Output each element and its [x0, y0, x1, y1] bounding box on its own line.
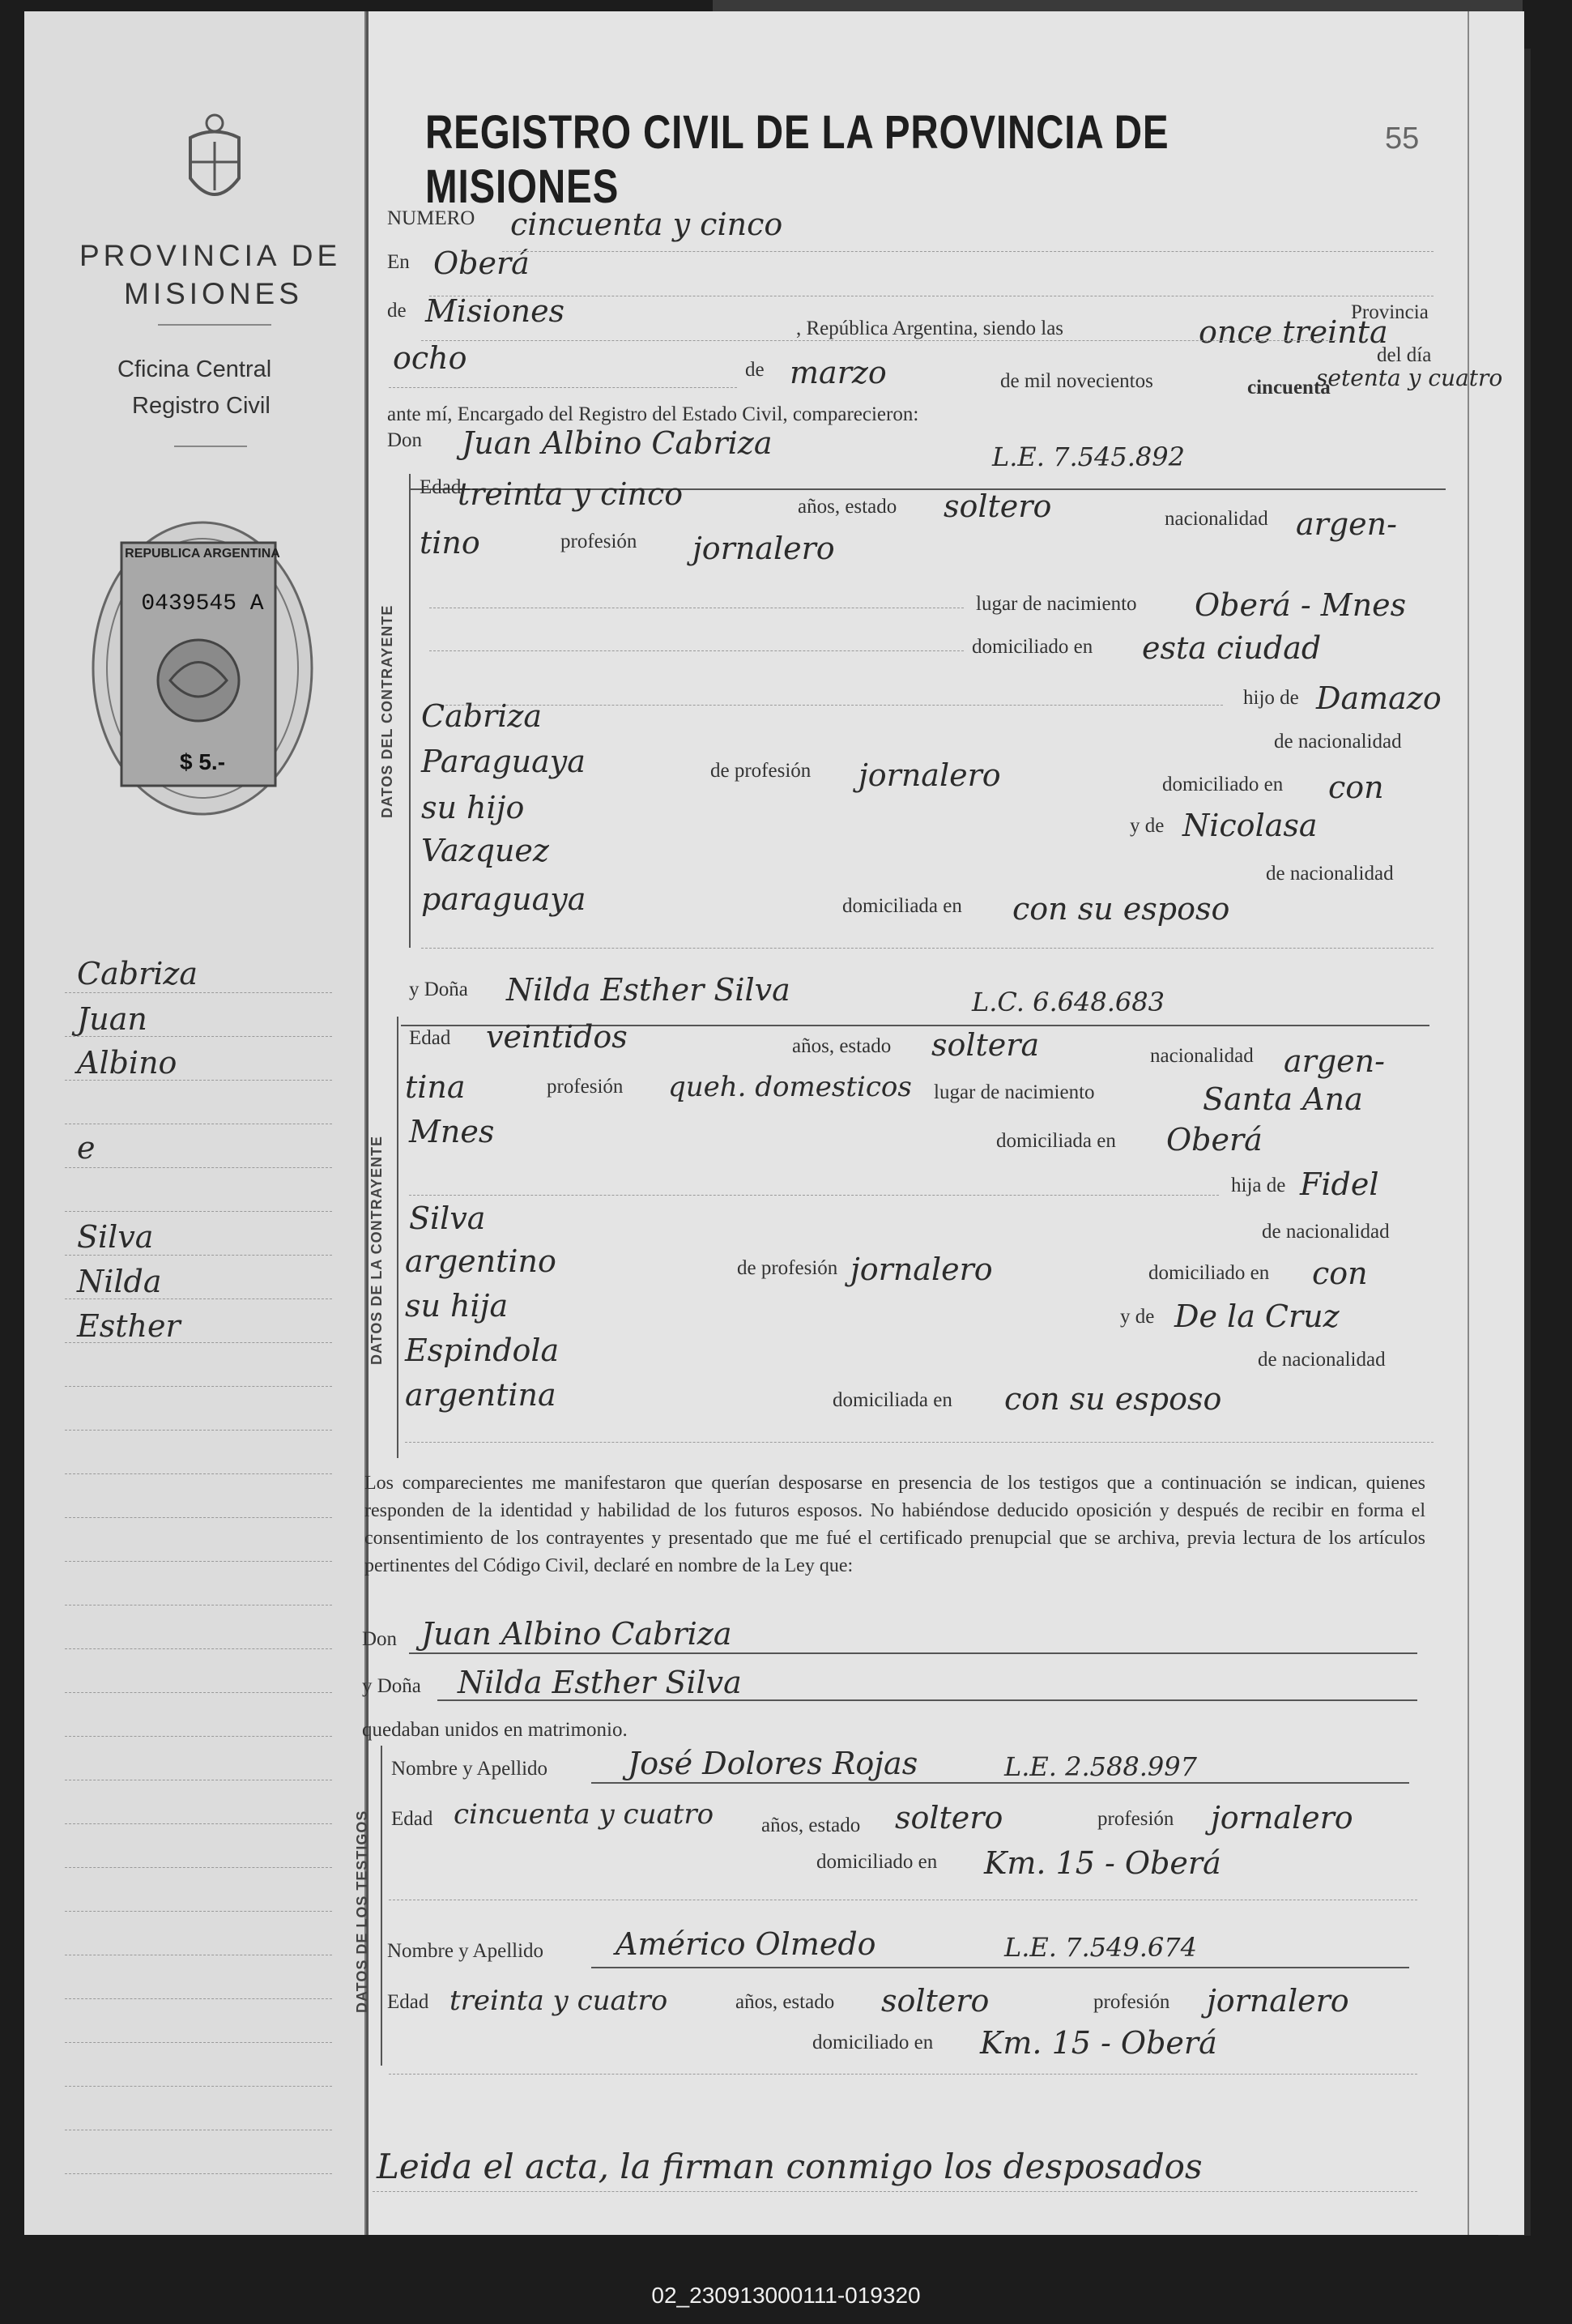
bride-profession: queh. domesticos [668, 1071, 912, 1103]
stub-rule-line [65, 1823, 332, 1824]
label-de-mil: de mil novecientos [1000, 370, 1153, 392]
label-edad: Edad [391, 1808, 433, 1830]
label-domiciliado: domiciliado en [816, 1851, 938, 1873]
label-de: de [387, 300, 407, 322]
side-label-groom: DATOS DEL CONTRAYENTE [379, 604, 395, 818]
form-line [502, 251, 1434, 252]
stub-rule-line [65, 1167, 332, 1168]
label-de-profesion: de profesión [710, 760, 812, 782]
record-number: cincuenta y cinco [510, 207, 783, 242]
label-domiciliado: domiciliado en [1162, 774, 1284, 795]
label-profesion: profesión [1093, 1991, 1170, 2013]
stub-rule-line [65, 1736, 332, 1737]
record-province: Misiones [425, 293, 565, 329]
label-domiciliado: domiciliado en [1148, 1262, 1270, 1284]
label-y-de: y de [1120, 1306, 1155, 1328]
image-id-label: 02_230913000111-019320 [651, 2283, 921, 2308]
label-hijo-de: hijo de [1243, 687, 1299, 709]
bride-father-profession: jornalero [850, 1252, 993, 1287]
label-profesion: profesión [547, 1076, 624, 1098]
label-ante-mi: ante mí, Encargado del Registro del Estado Civil, comparecieron: [387, 403, 919, 425]
groom-residence: esta ciudad [1142, 630, 1322, 666]
label-lugar-nacimiento: lugar de nacimiento [934, 1081, 1095, 1103]
label-domiciliado: domiciliado en [812, 2032, 934, 2053]
form-rule [591, 1782, 1409, 1784]
label-republica: , República Argentina, siendo las [796, 318, 1064, 339]
witness2-name: Américo Olmedo [616, 1926, 876, 1962]
side-label-bride: DATOS DE LA CONTRAYENTE [369, 1135, 385, 1365]
label-don: Don [362, 1628, 398, 1650]
stub-rule-line [65, 1211, 332, 1212]
section-bracket [409, 474, 411, 948]
form-line [389, 2074, 1417, 2075]
bride-name: Nilda Esther Silva [506, 972, 790, 1008]
form-line [421, 948, 1434, 949]
label-edad: Edad [420, 476, 462, 498]
label-anos-estado: años, estado [798, 496, 897, 518]
groom-father-nationality: Paraguaya [421, 744, 586, 779]
label-edad: Edad [387, 1991, 429, 2013]
witness2-age: treinta y cuatro [449, 1985, 668, 2017]
form-line [405, 1442, 1434, 1443]
stub-rule-line [65, 1430, 332, 1431]
stamp-number: 0439545 A [141, 591, 264, 616]
label-nacionalidad: nacionalidad [1165, 508, 1268, 530]
record-year-b: setenta y cuatro [1316, 365, 1503, 391]
stub-rule-line [65, 1517, 332, 1518]
record-month: marzo [790, 355, 887, 390]
label-nombre-apellido: Nombre y Apellido [387, 1940, 544, 1962]
stub-rule-line [65, 2173, 332, 2174]
witness2-document: L.E. 7.549.674 [1004, 1932, 1197, 1963]
stub-rule-line [65, 2042, 332, 2043]
bride-nationality-a: argen- [1284, 1043, 1385, 1079]
witness1-document: L.E. 2.588.997 [1004, 1751, 1197, 1782]
witness2-profession: jornalero [1207, 1983, 1349, 2019]
groom-mother-residence: con su esposo [1012, 891, 1230, 927]
stub-province-line2: MISIONES [124, 277, 303, 310]
form-rule [437, 1699, 1417, 1701]
stub-name-line: Esther [77, 1308, 181, 1344]
label-domiciliada: domiciliada en [842, 895, 962, 917]
label-y-dona: y Doña [409, 979, 468, 1000]
stub-name-line: Nilda [77, 1264, 162, 1299]
witness1-profession: jornalero [1211, 1800, 1353, 1836]
stub-rule-line [65, 1561, 332, 1562]
bride-mother-a: De la Cruz [1174, 1298, 1340, 1334]
witness2-status: soltero [881, 1983, 990, 2019]
form-rule [409, 1652, 1417, 1654]
stub-name-line: Albino [77, 1045, 177, 1081]
declared-bride: Nilda Esther Silva [458, 1665, 742, 1700]
bride-mother-b: Espindola [405, 1333, 560, 1368]
label-profesion: profesión [1097, 1808, 1174, 1830]
stub-rule-line [65, 2086, 332, 2087]
form-line [421, 340, 1336, 341]
witness1-residence: Km. 15 - Oberá [984, 1845, 1221, 1881]
bride-age: veintidos [486, 1019, 628, 1055]
stamp-header: REPUBLICA ARGENTINA [125, 547, 280, 561]
label-nombre-apellido: Nombre y Apellido [391, 1758, 548, 1780]
witness1-status: soltero [895, 1800, 1003, 1836]
label-hija-de: hija de [1231, 1175, 1286, 1196]
bride-father-residence-b: su hija [405, 1288, 509, 1324]
groom-name: Juan Albino Cabriza [462, 425, 773, 461]
label-numero: NUMERO [387, 207, 475, 229]
bride-nationality-b: tina [405, 1069, 466, 1105]
label-lugar-nacimiento: lugar de nacimiento [976, 593, 1137, 615]
label-y-de: y de [1130, 815, 1165, 837]
label-de-nacionalidad: de nacionalidad [1258, 1349, 1386, 1371]
label-nacionalidad: nacionalidad [1150, 1045, 1254, 1067]
coat-of-arms-icon [174, 105, 255, 219]
label-anos-estado: años, estado [792, 1035, 892, 1057]
stub-rule-line [65, 1648, 332, 1649]
form-line [429, 650, 964, 651]
groom-document: L.E. 7.545.892 [992, 441, 1185, 472]
section-bracket [381, 1746, 382, 2066]
form-line [429, 705, 1223, 706]
record-hour: once treinta [1199, 314, 1388, 350]
groom-status: soltero [944, 488, 1052, 524]
groom-mother-b: Vazquez [421, 833, 549, 868]
stub-name-line: Cabriza [77, 956, 198, 991]
stub-rule-line [65, 1911, 332, 1912]
stub-name-line: Juan [77, 1001, 147, 1037]
stub-rule-line [65, 1867, 332, 1868]
groom-nationality-b: tino [420, 525, 480, 561]
label-domiciliada: domiciliada en [996, 1130, 1116, 1152]
stub-rule-line [65, 1255, 332, 1256]
label-en: En [387, 251, 410, 273]
bride-father-nationality: argentino [405, 1243, 556, 1279]
groom-birthplace: Oberá - Mnes [1195, 587, 1407, 623]
record-year-a: cincuenta [1247, 377, 1331, 399]
label-anos-estado: años, estado [761, 1814, 861, 1836]
section-bracket [397, 1017, 398, 1458]
label-de-nacionalidad: de nacionalidad [1266, 863, 1394, 885]
label-del-dia: del día [1377, 344, 1432, 366]
label-domiciliada: domiciliada en [833, 1389, 952, 1411]
side-label-witnesses: DATOS DE LOS TESTIGOS [354, 1810, 370, 2013]
witness2-residence: Km. 15 - Oberá [980, 2025, 1217, 2061]
groom-father-residence-b: su hijo [421, 790, 525, 825]
stub-office-line1: Cficina Central [117, 356, 272, 382]
groom-father-a: Damazo [1316, 680, 1442, 716]
stub-rule-line [65, 1473, 332, 1474]
stub-divider [158, 324, 271, 326]
bride-birthplace-a: Santa Ana [1203, 1081, 1363, 1117]
declaration-text: Los comparecientes me manifestaron que querían desposarse en presencia de los testigos que a continuación se indican, quienes responden de la identidad y habilidad de los futuros esposos. No habiéndose deducido oposición y después de recibir en forma el consentimiento de los contrayentes y presentado que me fué el certificado prenupcial que se archiva, previa lectura de los artículos pertinentes del Código Civil, declaré en nombre de la Ley que: [364, 1473, 1425, 1576]
label-domiciliado: domiciliado en [972, 636, 1093, 658]
record-day: ocho [393, 340, 467, 376]
label-profesion: profesión [560, 531, 637, 552]
label-edad: Edad [409, 1027, 451, 1049]
stub-rule-line [65, 1386, 332, 1387]
bride-father-a: Fidel [1300, 1166, 1379, 1202]
label-de-nacionalidad: de nacionalidad [1274, 731, 1402, 753]
groom-nationality-a: argen- [1296, 506, 1397, 542]
groom-age: treinta y cinco [458, 476, 684, 512]
record-place: Oberá [433, 245, 530, 281]
groom-father-b: Cabriza [421, 698, 543, 734]
stub-office-line2: Registro Civil [132, 393, 271, 419]
label-de-mes: de [745, 359, 765, 381]
groom-father-residence-a: con [1328, 770, 1384, 805]
stamp-value: $ 5.- [179, 749, 226, 774]
stub-rule-line [65, 1692, 332, 1693]
stub-rule-line [65, 1998, 332, 1999]
closing-text: Leida el acta, la firman conmigo los desposados [377, 2147, 1203, 2186]
stub-name-line: Silva [77, 1219, 154, 1255]
bride-mother-residence: con su esposo [1004, 1381, 1222, 1417]
bride-mother-nationality: argentina [405, 1377, 556, 1413]
groom-profession: jornalero [692, 531, 835, 566]
bride-residence: Oberá [1166, 1122, 1263, 1158]
bride-father-residence-a: con [1312, 1256, 1368, 1291]
label-anos-estado: años, estado [735, 1991, 835, 2013]
form-line [389, 387, 737, 388]
label-y-dona: y Doña [362, 1675, 421, 1697]
page-number: 55 [1385, 122, 1420, 156]
form-line [373, 2191, 1417, 2192]
label-de-profesion: de profesión [737, 1257, 838, 1279]
stub-rule-line [65, 992, 332, 993]
witness1-age: cincuenta y cuatro [454, 1798, 714, 1831]
stub-province-line1: PROVINCIA DE [79, 239, 342, 272]
label-don: Don [387, 429, 423, 451]
form-rule [591, 1967, 1409, 1968]
form-line [409, 1195, 1219, 1196]
bride-document: L.C. 6.648.683 [972, 987, 1165, 1017]
bride-father-b: Silva [409, 1200, 486, 1236]
stub-divider [174, 446, 247, 447]
groom-mother-a: Nicolasa [1182, 808, 1318, 843]
bride-status: soltera [931, 1027, 1040, 1063]
witness1-name: José Dolores Rojas [628, 1746, 918, 1781]
declared-groom: Juan Albino Cabriza [421, 1616, 732, 1652]
label-de-nacionalidad: de nacionalidad [1262, 1221, 1390, 1243]
label-provincia: Provincia [1351, 301, 1429, 323]
page-title: REGISTRO CIVIL DE LA PROVINCIA DE MISIONES [425, 106, 1169, 213]
groom-father-profession: jornalero [858, 757, 1001, 793]
stub-name-line: e [77, 1130, 96, 1166]
groom-mother-nationality: paraguaya [421, 881, 586, 917]
label-quedaban: quedaban unidos en matrimonio. [362, 1719, 628, 1741]
bride-birthplace-b: Mnes [409, 1114, 495, 1149]
